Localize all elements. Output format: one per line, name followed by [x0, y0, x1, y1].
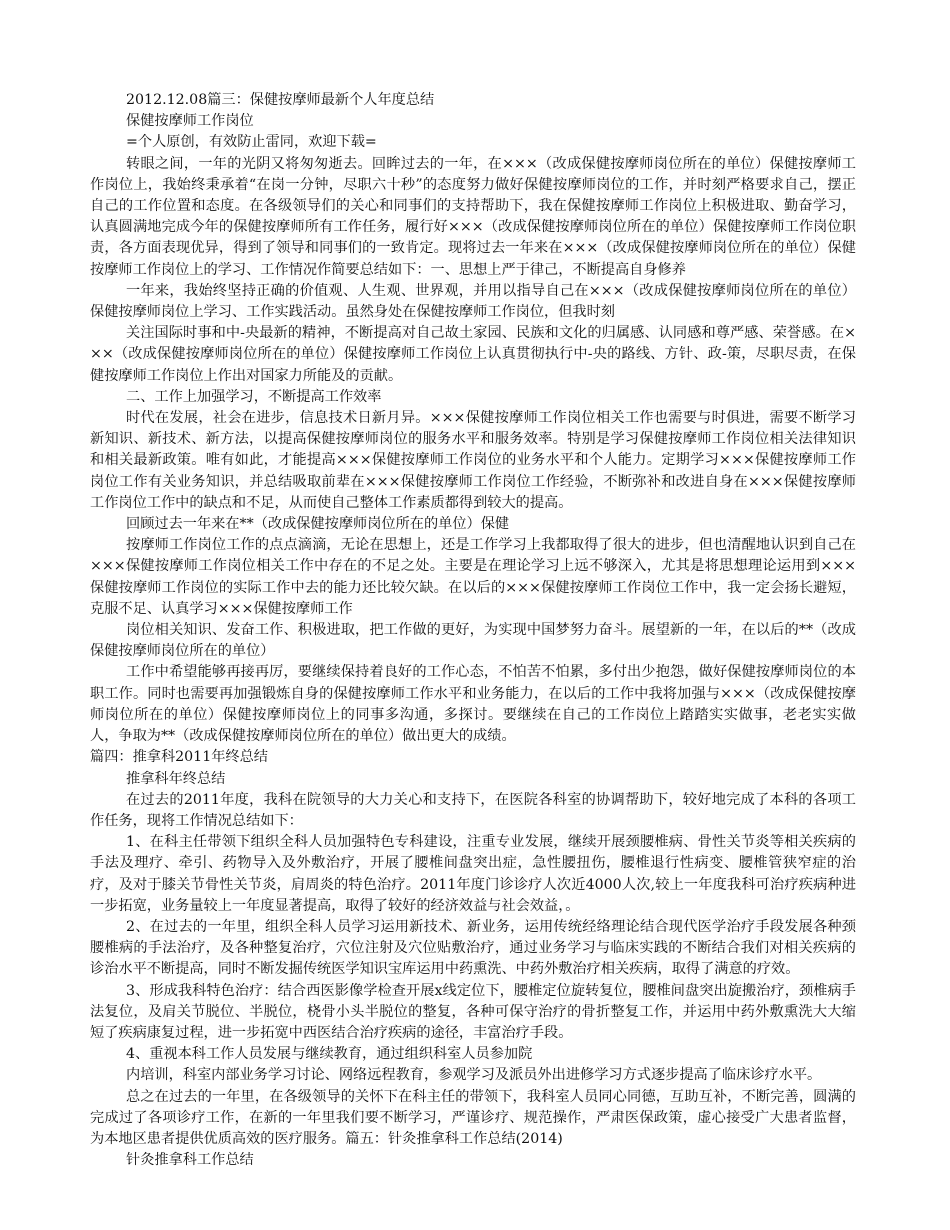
paragraph: 2、在过去的一年里，组织全科人员学习运用新技术、新业务，运用传统经络理论结合现代医学治疗手段发展各种颈腰椎病的手法治疗，及各种整复治疗，穴位注射及穴位贴敷治疗，通过业务学习与临床实践的不断结合我们对相关疾病的诊治水平不断提高，同时不断发掘传统医学知识宝库运用中药熏洗、中药外敷治疗相关疾病，取得了满意的疗效。 [90, 918, 856, 978]
paragraph: 1、在科主任带领下组织全科人员加强特色专科建设，注重专业发展，继续开展颈腰椎病、骨性关节炎等相关疾病的手法及理疗、牵引、药物导入及外敷治疗，开展了腰椎间盘突出症，急性腰扭伤，腰椎退行性病变、腰椎管狭窄症的治疗，及对于膝关节骨性关节炎，肩周炎的特色治疗。2011年度门诊诊疗人次近4000人次,较上一年度我科可治疗疾病种进一步拓宽，业务量较上一年度显著提高，取得了较好的经济效益与社会效益，。 [90, 834, 856, 914]
paragraph: =个人原创，有效防止雷同，欢迎下载= [126, 134, 377, 151]
section-heading: 推拿科年终总结 [126, 770, 226, 787]
paragraph: 3、形成我科特色治疗：结合西医影像学检查开展x线定位下，腰椎定位旋转复位，腰椎间盘突出旋搬治疗，颈椎病手法复位，及肩关节脱位、半脱位，桡骨小头半脱位的整复，各种可保守治疗的骨折整复工作，并运用中药外敷熏洗大大缩短了疾病康复过程，进一步拓宽中西医结合治疗疾病的途径，丰富治疗手段。 [90, 982, 856, 1041]
paragraph: 保健按摩师工作岗位 [126, 113, 254, 130]
paragraph: 内培训，科室内部业务学习讨论、网络远程教育，参观学习及派员外出进修学习方式逐步提高了临床诊疗水平。 [126, 1067, 822, 1084]
paragraph: 在过去的2011年度，我科在院领导的大力关心和支持下，在医院各科室的协调帮助下，较好地完成了本科的各项工作任务，现将工作情况总结如下： [90, 791, 856, 829]
paragraph: 总之在过去的一年里，在各级领导的关怀下在科主任的带领下，我科室人员同心同德，互助互补，不断完善，圆满的完成过了各项诊疗工作，在新的一年里我们要不断学习，严谨诊疗、规范操作，严肃医保政策，虚心接受广大患者监督，为本地区患者提供优质高效的医疗服务。篇五：针灸推拿科工作总结(2014) [90, 1088, 856, 1147]
paragraph: 回顾过去一年来在**（改成保健按摩师岗位所在的单位）保健 [126, 516, 510, 533]
paragraph: 按摩师工作岗位工作的点点滴滴，无论在思想上，还是工作学习上我都取得了很大的进步，但也清醒地认识到自己在×××保健按摩师工作岗位相关工作中存在的不足之处。主要是在理论学习上远不够深入，尤其是将思想理论运用到×××保健按摩师工作岗位的实际工作中去的能力还比较欠缺。在以后的×××保健按摩师工作岗位工作中，我一定会扬长避短，克服不足、认真学习×××保健按摩师工作 [90, 537, 856, 617]
section-heading: 二、工作上加强学习，不断提高工作效率 [126, 388, 382, 405]
section-heading: 针灸推拿科工作总结 [126, 1152, 254, 1169]
paragraph: 时代在发展，社会在进步，信息技术日新月异。×××保健按摩师工作岗位相关工作也需要与时俱进，需要不断学习新知识、新技术、新方法，以提高保健按摩师岗位的服务水平和服务效率。特别是学习保健按摩师工作岗位相关法律知识和相关最新政策。唯有如此，才能提高×××保健按摩师工作岗位的业务水平和个人能力。定期学习×××保健按摩师工作岗位工作有关业务知识，并总结吸取前辈在×××保健按摩师工作岗位工作经验，不断弥补和改进自身在×××保健按摩师工作岗位工作中的缺点和不足，从而使自己整体工作素质都得到较大的提高。 [90, 410, 856, 511]
paragraph: 转眼之间，一年的光阴又将匆匆逝去。回眸过去的一年，在×××（改成保健按摩师岗位所在的单位）保健按摩师工作岗位上，我始终秉承着“在岗一分钟，尽职六十秒”的态度努力做好保健按摩师岗位的工作，并时刻严格要求自己，摆正自己的工作位置和态度。在各级领导们的关心和同事们的支持帮助下，我在保健按摩师工作岗位上积极进取、勤奋学习，认真圆满地完成今年的保健按摩师所有工作任务，履行好×××（改成保健按摩师岗位所在的单位）保健按摩师工作岗位职责，各方面表现优异，得到了领导和同事们的一致肯定。现将过去一年来在×××（改成保健按摩师岗位所在的单位）保健按摩师工作岗位上的学习、工作情况作简要总结如下：一、思想上严于律己，不断提高自身修养 [90, 155, 856, 278]
chapter-heading: 篇四：推拿科2011年终总结 [90, 749, 268, 766]
paragraph: 一年来，我始终坚持正确的价值观、人生观、世界观，并用以指导自己在×××（改成保健按摩师岗位所在的单位）保健按摩师岗位上学习、工作实践活动。虽然身处在保健按摩师工作岗位，但我时刻 [90, 282, 856, 321]
paragraph: 4、重视本科工作人员发展与继续教育，通过组织科室人员参加院 [126, 1046, 533, 1063]
paragraph: 岗位相关知识、发奋工作、积极进取，把工作做的更好，为实现中国梦努力奋斗。展望新的一年，在以后的**（改成保健按摩师岗位所在的单位） [90, 622, 856, 660]
paragraph: 2012.12.08篇三：保健按摩师最新个人年度总结 [126, 92, 435, 108]
paragraph: 工作中希望能够再接再厉，要继续保持着良好的工作心态，不怕苦不怕累，多付出少抱怨，做好保健按摩师岗位的本职工作。同时也需要再加强锻炼自身的保健按摩师工作水平和业务能力，在以后的工作中我将加强与×××（改成保健按摩师岗位所在的单位）保健按摩师岗位上的同事多沟通，多探讨。要继续在自己的工作岗位上踏踏实实做事，老老实实做人，争取为**（改成保健按摩师岗位所在的单位）做出更大的成绩。 [90, 664, 856, 745]
paragraph: 关注国际时事和中-央最新的精神，不断提高对自己故土家园、民族和文化的归属感、认同感和尊严感、荣誉感。在×××（改成保健按摩师岗位所在的单位）保健按摩师工作岗位上认真贯彻执行中-央的路线、方针、政-策，尽职尽责，在保健按摩师工作岗位上作出对国家力所能及的贡献。 [90, 325, 856, 384]
